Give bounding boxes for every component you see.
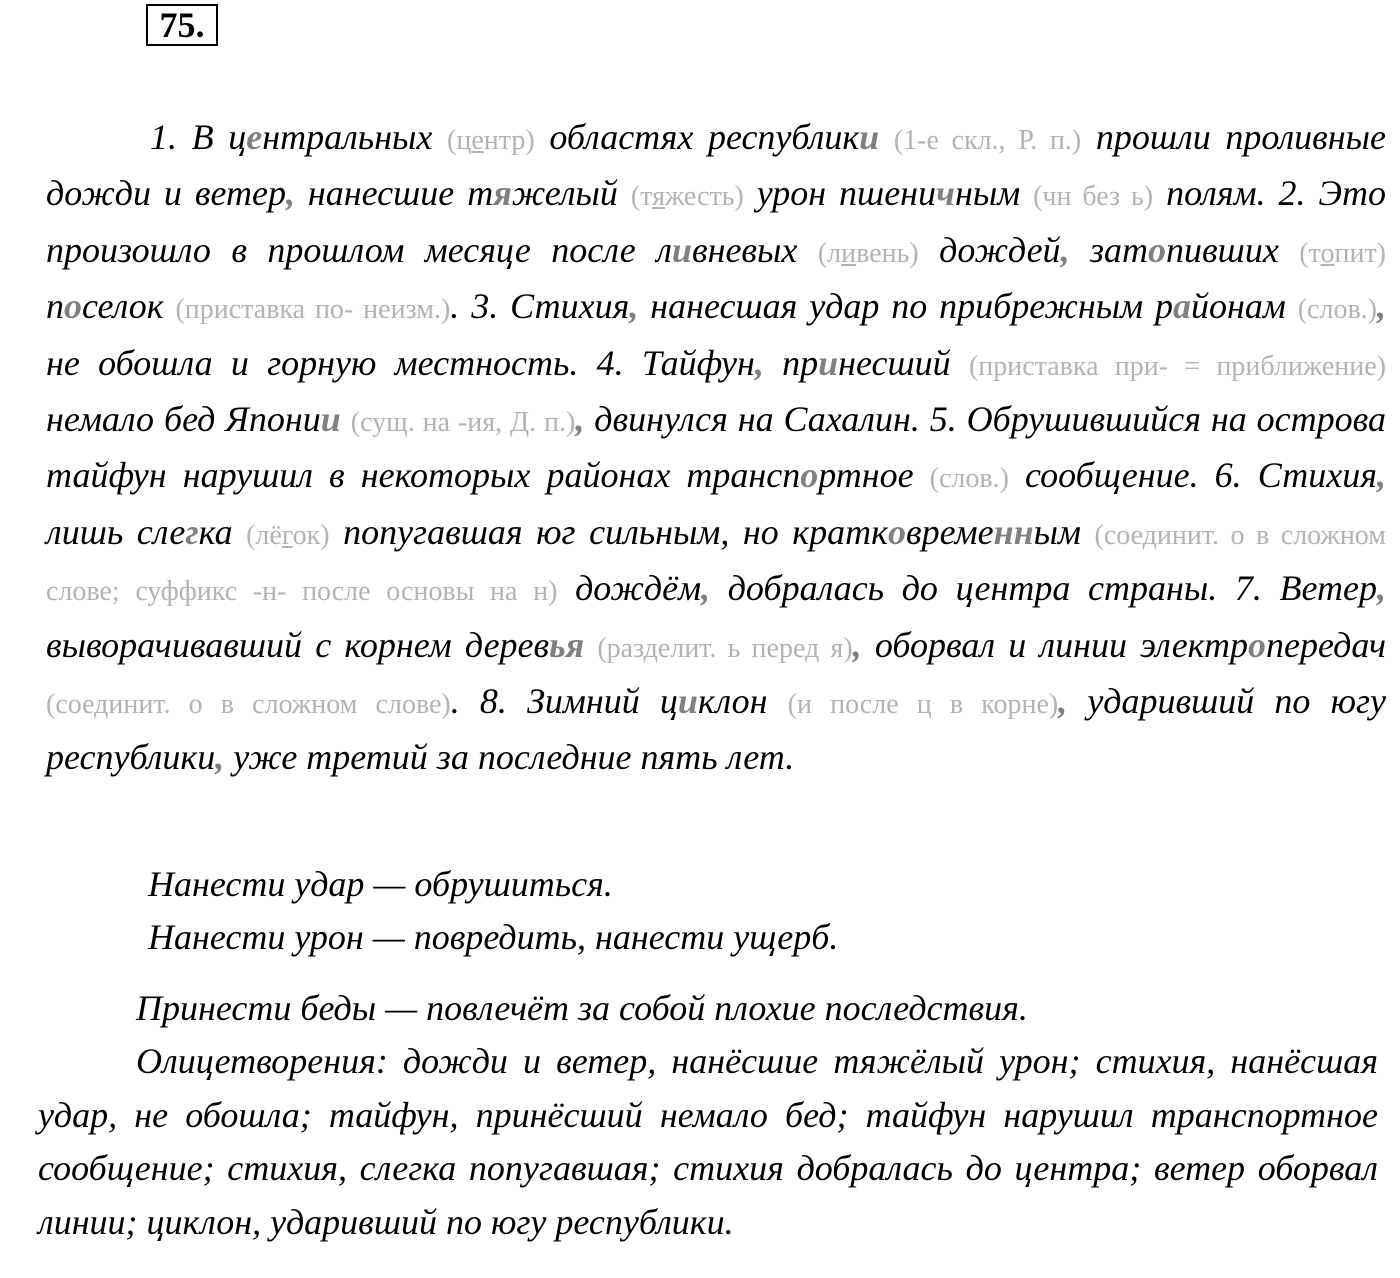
highlighted-letter: ч bbox=[936, 173, 955, 214]
highlighted-letter: я bbox=[493, 173, 512, 214]
grammar-note: (соединит. о в сложном слове; суффикс -н- после основы на н) bbox=[46, 519, 1386, 608]
text-segment: зат bbox=[1069, 229, 1149, 270]
grammar-note: (сущ. на -ия, Д. п.) bbox=[350, 407, 576, 439]
text-segment: желый bbox=[511, 173, 631, 214]
highlighted-letter: е bbox=[246, 117, 263, 157]
highlighted-letter: и bbox=[677, 681, 698, 722]
text-segment: оборвал и линии электр bbox=[861, 624, 1249, 665]
text-segment: не обошла и горную местность. 4. Тайфун bbox=[46, 342, 755, 383]
highlighted-letter: и bbox=[859, 117, 880, 157]
highlighted-letter: , bbox=[285, 173, 295, 214]
highlighted-letter: и bbox=[671, 229, 692, 270]
text-segment: п bbox=[46, 286, 64, 327]
text-segment: ударивший по югу республики bbox=[46, 681, 1386, 778]
highlighted-letter: , bbox=[1060, 229, 1070, 270]
text-segment: нтральных bbox=[262, 117, 448, 157]
highlighted-letter: и bbox=[818, 342, 839, 383]
grammar-note-underlined bbox=[652, 181, 665, 212]
highlighted-letter: о bbox=[800, 455, 819, 496]
underlined-letter: г bbox=[281, 519, 293, 551]
text-segment: немало бед Япони bbox=[46, 399, 321, 440]
text-segment: добралась до центра страны. 7. Ветер bbox=[710, 568, 1377, 609]
highlighted-letter: , bbox=[1377, 455, 1386, 496]
text-segment: пивших bbox=[1166, 229, 1300, 270]
grammar-note: (приставка по- неизм.) bbox=[175, 294, 451, 326]
underlined-letter: е bbox=[471, 125, 484, 156]
text-segment: нанесшая удар по прибрежным р bbox=[638, 286, 1173, 327]
text-segment: . 8. Зимний ц bbox=[450, 681, 678, 722]
text-segment: ка bbox=[198, 511, 247, 552]
grammar-note: (т bbox=[1299, 237, 1321, 269]
note-1: Принести беды — повлечёт за собой плохие последствия. bbox=[136, 988, 1028, 1028]
highlighted-letter: а bbox=[1172, 286, 1191, 327]
text-segment: областях республик bbox=[534, 117, 860, 157]
grammar-note: (и после ц в корне) bbox=[787, 689, 1059, 721]
exercise-number: 75. bbox=[146, 4, 218, 46]
text-segment: нанесшие т bbox=[294, 173, 494, 214]
grammar-note: (приставка при- = приближение) bbox=[968, 350, 1386, 382]
phrase-1: Нанести удар — обрушиться. bbox=[148, 864, 613, 904]
highlighted-letter: , bbox=[629, 286, 639, 327]
text-segment: прошли проливные дожди и ветер bbox=[46, 117, 1387, 214]
grammar-note: (лё bbox=[246, 519, 282, 551]
text-segment: выворачивавший с корнем дерев bbox=[46, 624, 550, 665]
grammar-note: (разделит. ь перед я) bbox=[597, 632, 853, 664]
grammar-note: (слов.) bbox=[929, 463, 1009, 495]
highlighted-letter: г bbox=[185, 511, 199, 552]
text-segment: лишь сле bbox=[46, 511, 186, 552]
grammar-note: (л bbox=[817, 237, 842, 269]
exercise-text bbox=[46, 111, 1386, 785]
grammar-note: (ц bbox=[447, 125, 472, 156]
grammar-note: жесть) bbox=[664, 181, 744, 213]
text-segment: дождём bbox=[557, 568, 702, 609]
text-segment bbox=[879, 117, 894, 157]
grammar-note: (чн без ь) bbox=[1033, 181, 1154, 213]
highlighted-letter: , bbox=[754, 342, 764, 383]
grammar-note: (т bbox=[630, 181, 653, 213]
grammar-note: пит) bbox=[1334, 237, 1386, 269]
grammar-note: ок) bbox=[292, 519, 330, 551]
grammar-note-underlined bbox=[282, 520, 293, 551]
highlighted-letter: о bbox=[1148, 229, 1167, 270]
highlighted-letter: о bbox=[887, 511, 906, 552]
text-segment: урон пшени bbox=[743, 173, 937, 214]
text-segment bbox=[584, 625, 597, 665]
text-segment: клон bbox=[697, 681, 788, 722]
notes bbox=[38, 982, 1378, 1249]
highlighted-letter: нн bbox=[993, 511, 1034, 552]
text-segment: селок bbox=[82, 286, 176, 327]
grammar-note-underlined bbox=[1320, 238, 1334, 269]
grammar-note: нтр) bbox=[483, 125, 535, 156]
highlighted-letter: , bbox=[1058, 681, 1068, 722]
text-segment: пр bbox=[763, 342, 819, 383]
highlighted-letter: ья bbox=[549, 624, 585, 665]
highlighted-letter: , bbox=[1377, 568, 1386, 609]
text-segment: 1. В ц bbox=[150, 117, 247, 157]
text-segment: дождей bbox=[918, 229, 1061, 270]
text-segment: ым bbox=[1033, 511, 1095, 552]
highlighted-letter: , bbox=[852, 624, 862, 665]
text-segment: време bbox=[905, 511, 994, 552]
grammar-note: вень) bbox=[856, 237, 919, 269]
phrase-2: Нанести урон — повредить, нанести ущерб. bbox=[148, 917, 839, 957]
highlighted-letter: , bbox=[215, 737, 225, 778]
text-segment: ным bbox=[954, 173, 1034, 214]
highlighted-letter: о bbox=[1248, 624, 1267, 665]
text-segment: попугавшая юг сильным, но кратк bbox=[329, 511, 888, 552]
highlighted-letter: и bbox=[320, 399, 341, 440]
text-segment: йонам bbox=[1190, 286, 1298, 327]
text-segment: передач bbox=[1266, 624, 1387, 665]
text-segment: уже третий за последние пять лет. bbox=[224, 737, 795, 778]
highlighted-letter: , bbox=[701, 568, 711, 609]
grammar-note-underlined bbox=[841, 238, 856, 269]
highlighted-letter: , bbox=[575, 399, 585, 440]
highlighted-letter: , bbox=[1377, 286, 1387, 327]
underlined-letter: о bbox=[1320, 237, 1335, 269]
grammar-note: (слов.) bbox=[1297, 294, 1378, 326]
note-2: Олицетворения: дожди и ветер, нанёсшие тяжёлый урон; стихия, нанёсшая удар, не обошла; тайфун, принёсший немало бед; тайфун нарушил транспортное сообщение; стихия, слегка попугавшая; стихия добралась до центра; ветер оборвал линии; циклон, ударивший по югу республики. bbox=[38, 1041, 1378, 1242]
highlighted-letter: о bbox=[64, 286, 82, 327]
text-segment: несший bbox=[838, 342, 969, 383]
text-segment: двинулся на Сахалин. 5. Обрушившийся на острова тайфун нарушил в некоторых районах трансп bbox=[46, 399, 1386, 496]
underlined-letter: и bbox=[841, 237, 857, 269]
text-segment: полям. 2. Это произошло в прошлом месяце после л bbox=[46, 173, 1386, 270]
text-segment: ртное bbox=[818, 455, 930, 496]
grammar-note: (1-е скл., Р. п.) bbox=[893, 125, 1082, 156]
text-segment: вневых bbox=[691, 229, 818, 270]
grammar-note-underlined bbox=[471, 125, 483, 156]
grammar-note: (соединит. о в сложном слове) bbox=[46, 689, 451, 721]
text-segment: . 3. Стихия bbox=[450, 286, 630, 327]
text-segment: сообщение. 6. Стихия bbox=[1008, 455, 1377, 496]
text-segment bbox=[341, 399, 351, 439]
underlined-letter: я bbox=[652, 181, 665, 213]
